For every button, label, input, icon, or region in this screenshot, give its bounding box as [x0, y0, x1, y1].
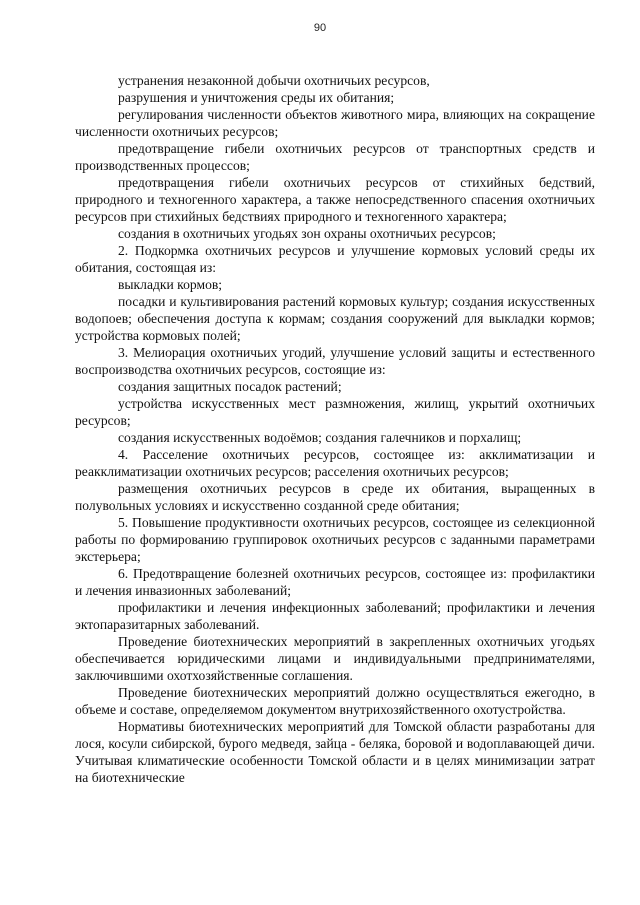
paragraph: размещения охотничьих ресурсов в среде их обитания, выращенных в полувольных условиях и искусственно созданной среде обитания;	[75, 481, 595, 513]
paragraph: устройства искусственных мест размножения, жилищ, укрытий охотничьих ресурсов;	[75, 396, 595, 428]
paragraph: 3. Мелиорация охотничьих угодий, улучшение условий защиты и естественного воспроизводства охотничьих ресурсов, состоящие из:	[75, 345, 595, 377]
paragraph: разрушения и уничтожения среды их обитания;	[118, 90, 395, 105]
paragraph: Проведение биотехнических мероприятий в закрепленных охотничьих угодьях обеспечивается юридическими лицами и индивидуальными предпринимателями, заключившими охотхозяйственные соглашения.	[75, 634, 595, 683]
paragraph: 6. Предотвращение болезней охотничьих ресурсов, состоящее из: профилактики и лечения инвазионных заболеваний;	[75, 566, 595, 598]
paragraph: посадки и культивирования растений кормовых культур; создания искусственных водопоев; обеспечения доступа к кормам; создания сооружений для выкладки кормов; устройства кормовых полей;	[75, 294, 595, 343]
paragraph: Нормативы биотехнических мероприятий для Томской области разработаны для лося, косули сибирской, бурого медведя, зайца - беляка, боровой и водоплавающей дичи. Учитывая климатические особенности Томской области и в целях минимизации затрат на биотехнические	[75, 719, 595, 785]
paragraph: предотвращение гибели охотничьих ресурсов от транспортных средств и производственных процессов;	[75, 141, 595, 173]
paragraph: 4. Расселение охотничьих ресурсов, состоящее из: акклиматизации и реакклиматизации охотничьих ресурсов; расселения охотничьих ресурсов;	[75, 447, 595, 479]
paragraph: выкладки кормов;	[118, 277, 223, 292]
paragraph: предотвращения гибели охотничьих ресурсов от стихийных бедствий, природного и техногенного характера, а также непосредственного спасения охотничьих ресурсов при стихийных бедствиях природного и техногенного характера;	[75, 175, 595, 224]
paragraph: создания искусственных водоёмов; создания галечников и порхалищ;	[118, 430, 522, 445]
paragraph: 5. Повышение продуктивности охотничьих ресурсов, состоящее из селекционной работы по формированию группировок охотничьих ресурсов с заданными параметрами экстерьера;	[75, 515, 595, 564]
paragraph: 2. Подкормка охотничьих ресурсов и улучшение кормовых условий среды их обитания, состоящая из:	[75, 243, 595, 275]
paragraph: устранения незаконной добычи охотничьих ресурсов,	[118, 73, 430, 88]
paragraph: Проведение биотехнических мероприятий должно осуществляться ежегодно, в объеме и составе, определяемом документом внутрихозяйственного охотустройства.	[75, 685, 595, 717]
paragraph: регулирования численности объектов животного мира, влияющих на сокращение численности охотничьих ресурсов;	[75, 107, 595, 139]
paragraph: профилактики и лечения инфекционных заболеваний; профилактики и лечения эктопаразитарных заболеваний.	[75, 600, 595, 632]
paragraph: создания в охотничьих угодьях зон охраны охотничьих ресурсов;	[118, 226, 496, 241]
page-number: 90	[313, 22, 327, 34]
paragraph: создания защитных посадок растений;	[118, 379, 342, 394]
document-body	[75, 72, 595, 786]
